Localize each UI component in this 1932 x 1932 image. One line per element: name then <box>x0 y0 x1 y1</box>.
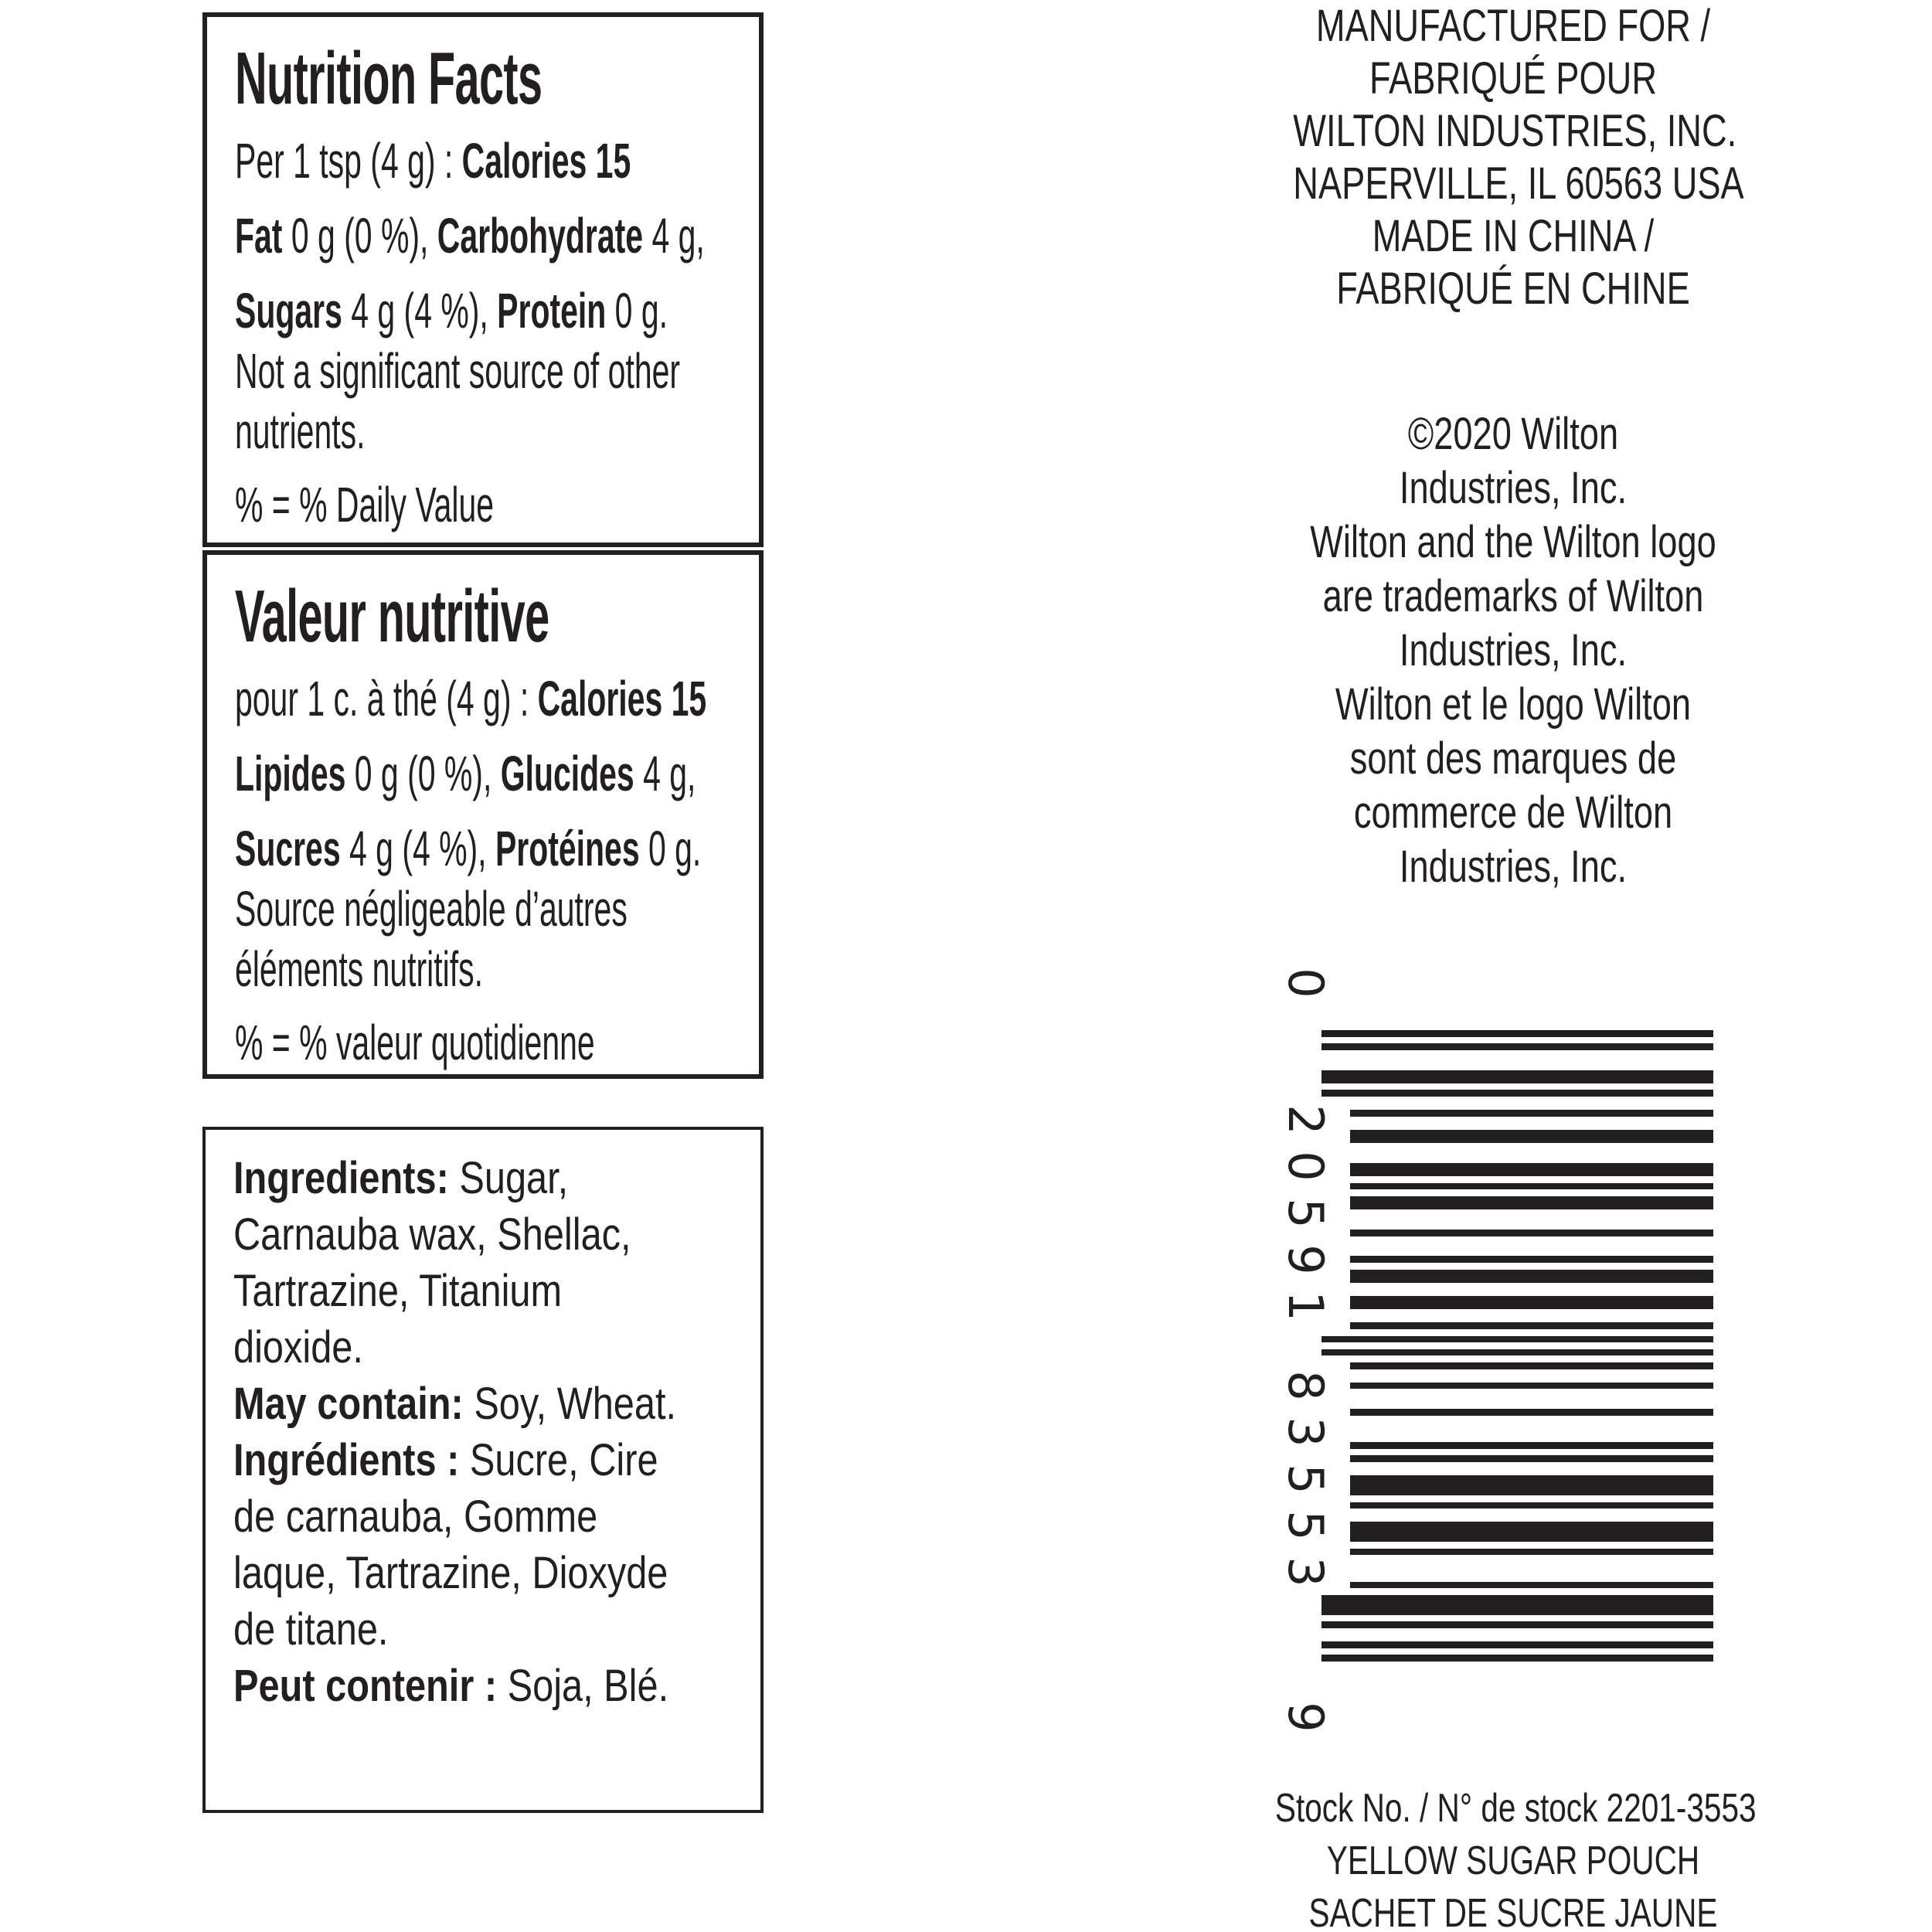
barcode-bar <box>1321 1043 1713 1050</box>
barcode-bar <box>1350 1582 1713 1589</box>
text-line: % = % valeur quotidienne <box>235 1015 595 1070</box>
text-line: dioxide. <box>233 1322 363 1372</box>
barcode-bar <box>1350 1130 1713 1143</box>
copyright-block <box>1231 407 1795 894</box>
barcode-bar <box>1350 1409 1713 1416</box>
text-line: Sucres 4 g (4 %), Protéines 0 g. <box>235 821 702 876</box>
barcode-bar <box>1350 1270 1713 1283</box>
text-line: Carnauba wax, Shellac, <box>233 1209 631 1260</box>
text-line: Source négligeable d’autres <box>235 881 628 937</box>
barcode-bar <box>1350 1442 1713 1449</box>
barcode-bar <box>1350 1549 1713 1556</box>
text-line: nutrients. <box>235 403 366 459</box>
text-line: SACHET DE SUCRE JAUNE <box>1308 1891 1718 1932</box>
text-line: NAPERVILLE, IL 60563 USA <box>1293 158 1744 209</box>
text-line: Wilton and the Wilton logo <box>1310 517 1716 567</box>
text-line: Stock No. / N° de stock 2201-3553 <box>1274 1786 1757 1831</box>
text-line: May contain: Soy, Wheat. <box>233 1379 677 1429</box>
barcode-bar <box>1350 1383 1713 1389</box>
text-line: Industries, Inc. <box>1399 625 1628 675</box>
text-line: Industries, Inc. <box>1399 842 1628 892</box>
nutrition-facts-title-en: Nutrition Facts <box>235 37 543 120</box>
text-line: ©2020 Wilton <box>1407 409 1619 459</box>
nutrition-facts-box-en <box>202 12 764 547</box>
barcode-digit: 2 <box>1277 1104 1335 1135</box>
barcode-bar <box>1350 1256 1713 1263</box>
text-line: Tartrazine, Titanium <box>233 1266 563 1316</box>
text-line: Sugars 4 g (4 %), Protein 0 g. <box>235 283 668 338</box>
barcode-digit: 3 <box>1277 1417 1335 1448</box>
text-line: laque, Tartrazine, Dioxyde <box>233 1548 668 1598</box>
text-line: Not a significant source of other <box>235 343 681 399</box>
text-line: commerce de Wilton <box>1353 787 1673 838</box>
nutrition-facts-title-fr: Valeur nutritive <box>235 575 549 658</box>
text-line: de carnauba, Gomme <box>233 1492 598 1542</box>
barcode-bar <box>1350 1522 1713 1542</box>
barcode-bar <box>1350 1502 1713 1509</box>
barcode-digit: 5 <box>1277 1509 1335 1541</box>
text-line: are trademarks of Wilton <box>1322 571 1704 621</box>
barcode-bar <box>1321 1641 1713 1648</box>
text-line: Ingrédients : Sucre, Cire <box>233 1435 658 1485</box>
text-line: sont des marques de <box>1349 733 1677 784</box>
nutrition-facts-box-fr <box>202 550 764 1079</box>
text-line: Lipides 0 g (0 %), Glucides 4 g, <box>235 746 696 801</box>
text-line: de titane. <box>233 1604 389 1655</box>
barcode-digit: 8 <box>1277 1370 1335 1401</box>
barcode-bar <box>1350 1183 1713 1190</box>
barcode-bar <box>1350 1230 1713 1236</box>
barcode-bar <box>1350 1322 1713 1329</box>
text-line: WILTON INDUSTRIES, INC. <box>1293 106 1737 156</box>
barcode-bar <box>1321 1655 1713 1662</box>
text-line: Fat 0 g (0 %), Carbohydrate 4 g, <box>235 208 705 264</box>
ingredients-lines <box>233 1150 754 1714</box>
barcode-bar <box>1350 1475 1713 1495</box>
barcode-bar <box>1350 1110 1713 1117</box>
barcode-digit: 0 <box>1277 968 1335 998</box>
barcode-bar <box>1321 1090 1713 1097</box>
text-line: MANUFACTURED FOR / <box>1315 1 1711 51</box>
barcode-digit: 9 <box>1277 1243 1335 1275</box>
nutrition-facts-lines-en <box>235 124 753 542</box>
barcode-digit: 3 <box>1277 1556 1335 1587</box>
barcode-bar <box>1350 1196 1713 1209</box>
text-line: FABRIQUÉ POUR <box>1369 53 1658 104</box>
manufacturer-block <box>1231 0 1795 315</box>
text-line: pour 1 c. à thé (4 g) : Calories 15 <box>235 671 707 726</box>
barcode-digit: 0 <box>1277 1151 1335 1182</box>
barcode-bar <box>1350 1362 1713 1369</box>
barcode-bar <box>1350 1455 1713 1462</box>
barcode-bar <box>1321 1070 1713 1083</box>
text-line: Wilton et le logo Wilton <box>1335 679 1692 730</box>
text-line: éléments nutritifs. <box>235 941 483 997</box>
barcode-digit: 9 <box>1277 1702 1335 1733</box>
text-line: FABRIQUÉ EN CHINE <box>1336 264 1690 314</box>
barcode-bar <box>1321 1621 1713 1628</box>
barcode-bar <box>1321 1030 1713 1037</box>
text-line: Peut contenir : Soja, Blé. <box>233 1661 669 1711</box>
barcode-bar <box>1350 1163 1713 1176</box>
nutrition-facts-lines-fr <box>235 662 753 1080</box>
text-line: Ingredients: Sugar, <box>233 1153 569 1203</box>
text-line: MADE IN CHINA / <box>1372 211 1655 261</box>
barcode-digit: 5 <box>1277 1197 1335 1229</box>
ingredients-box <box>202 1127 764 1813</box>
stock-block <box>1208 1782 1818 1932</box>
text-line: Industries, Inc. <box>1399 463 1628 513</box>
barcode-bar <box>1321 1336 1713 1343</box>
barcode-bar <box>1321 1595 1713 1615</box>
text-line: % = % Daily Value <box>235 477 495 532</box>
barcode-bar <box>1321 1349 1713 1356</box>
barcode-bar <box>1350 1296 1713 1309</box>
text-line: Per 1 tsp (4 g) : Calories 15 <box>235 133 631 189</box>
barcode-digit: 1 <box>1277 1291 1335 1321</box>
barcode-digit: 5 <box>1277 1463 1335 1495</box>
text-line: YELLOW SUGAR POUCH <box>1326 1838 1700 1883</box>
